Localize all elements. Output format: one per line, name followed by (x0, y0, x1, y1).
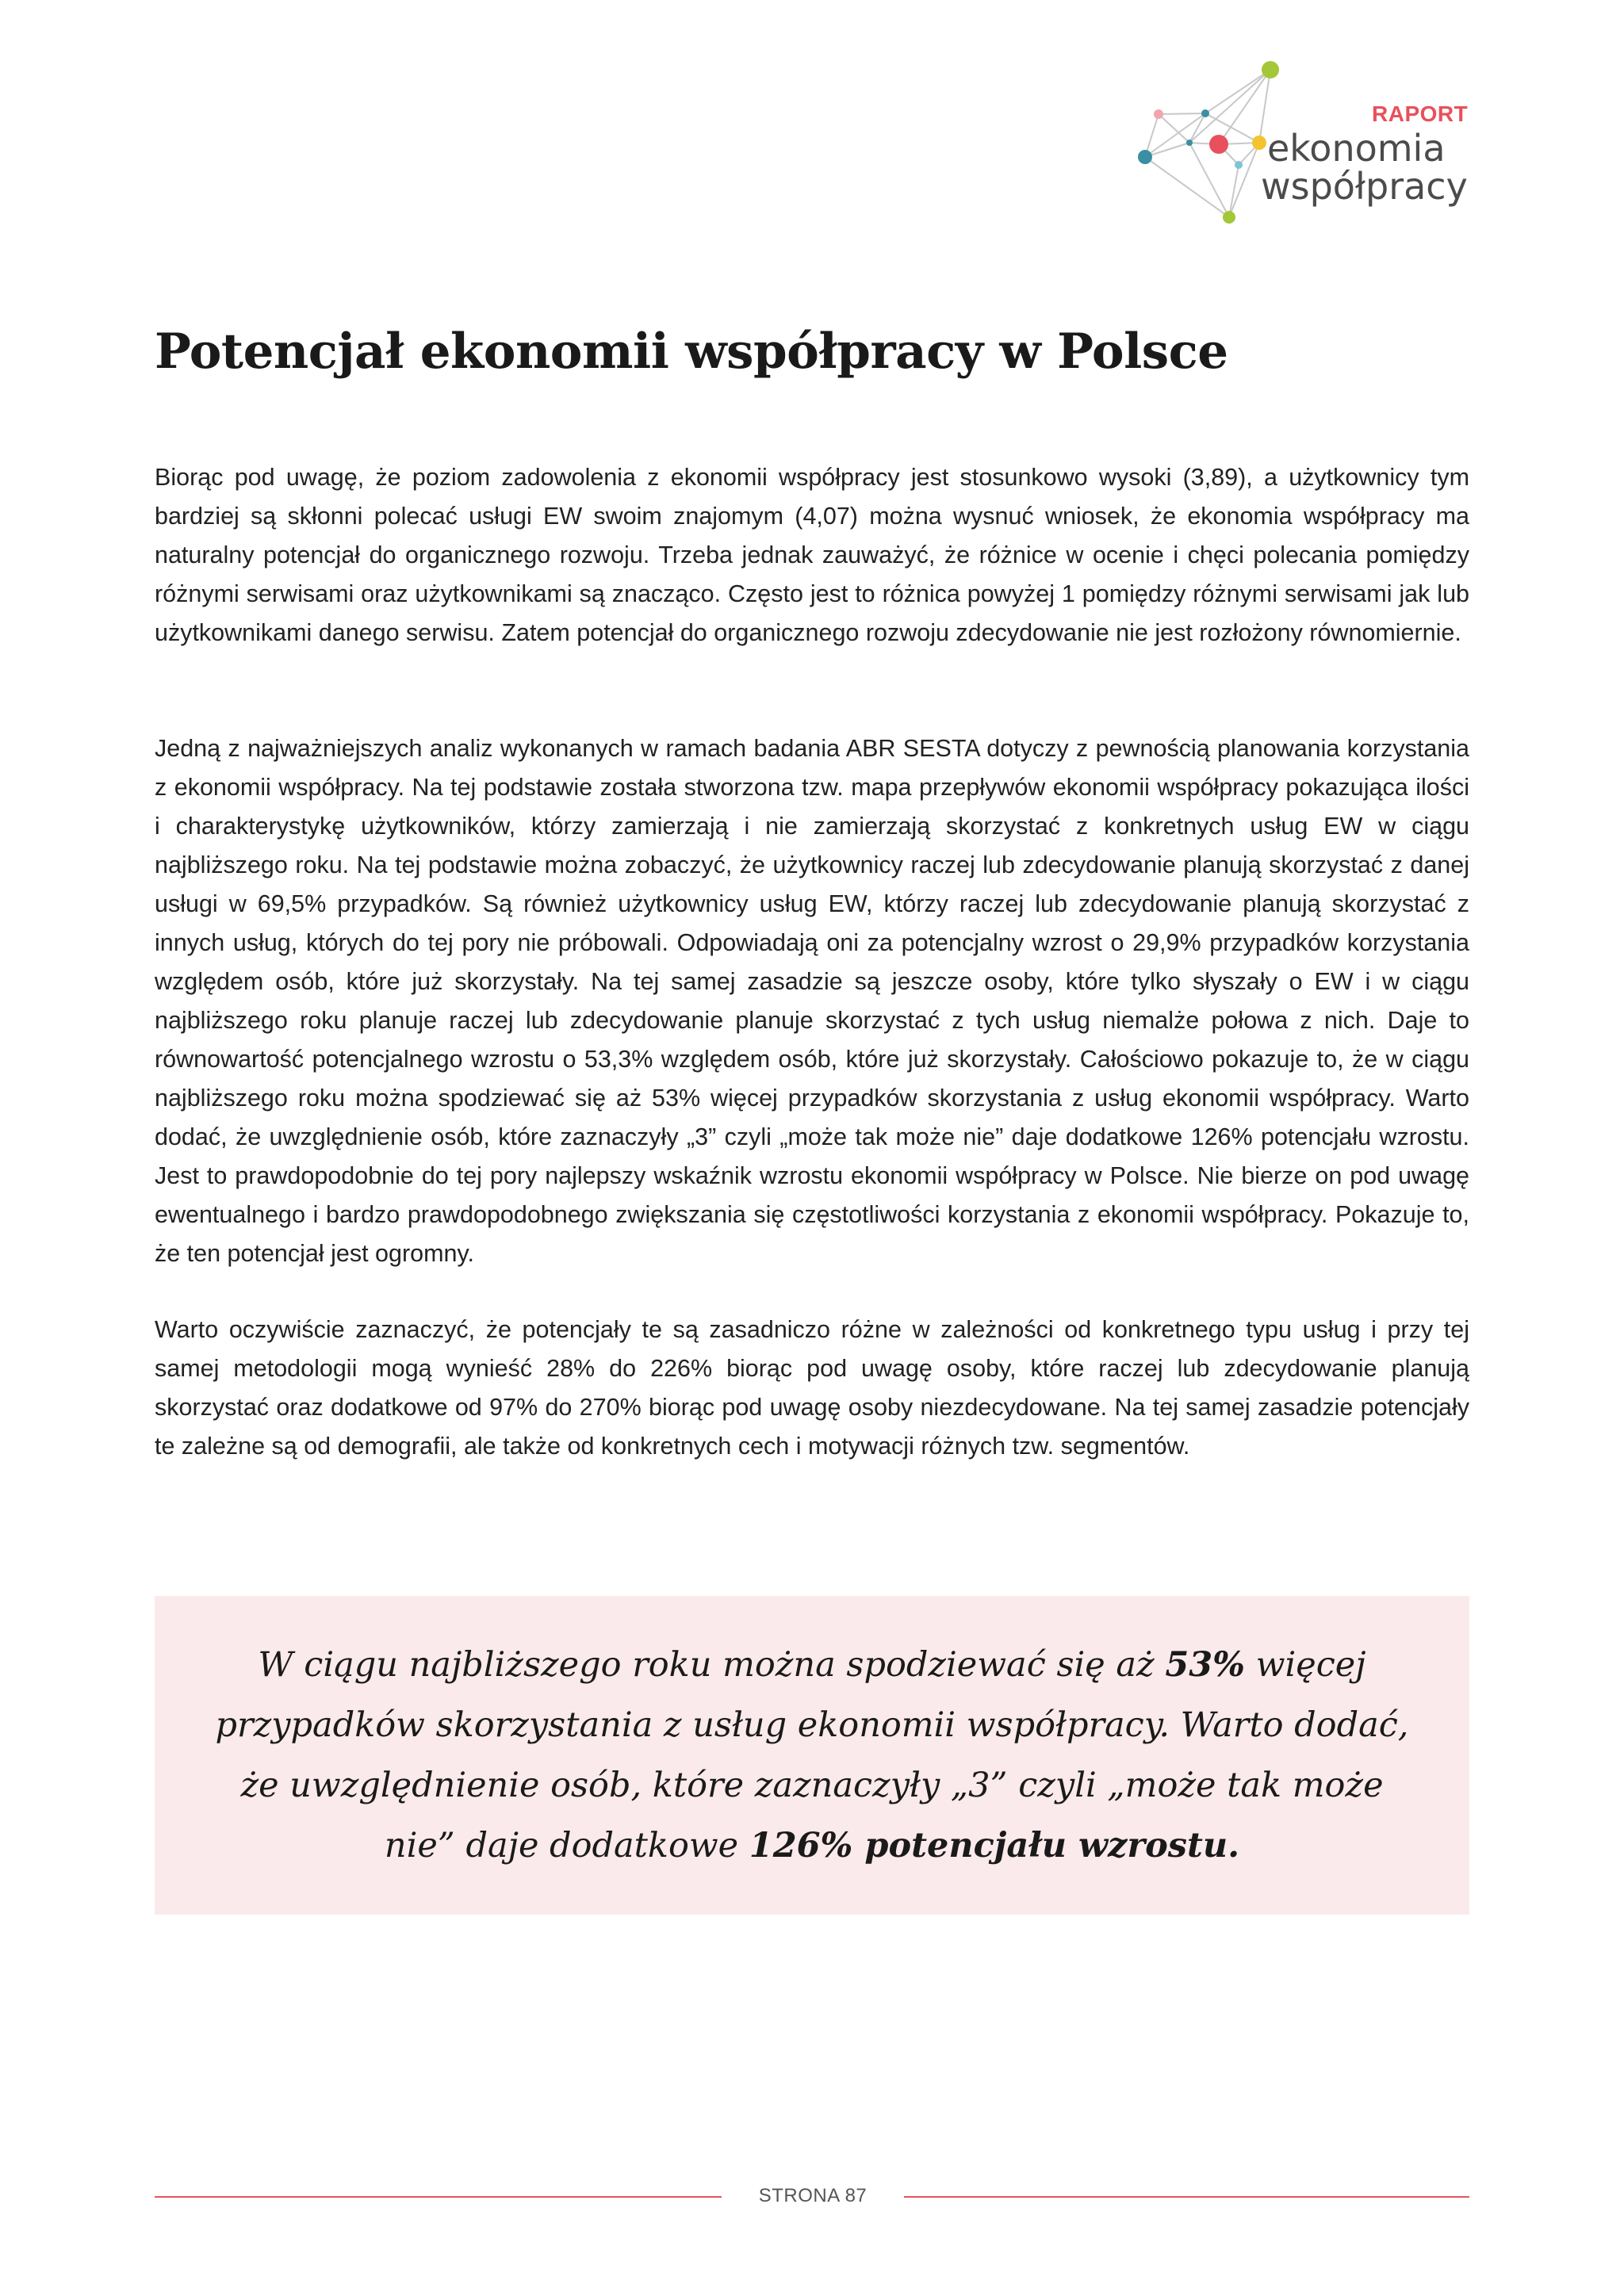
pull-quote (155, 1596, 1469, 1915)
quote-part-1: W ciągu najbliższego roku można spodziewać się aż (258, 1645, 1166, 1685)
report-logo (1134, 55, 1483, 230)
body-paragraph-3 (155, 1311, 1469, 1466)
logo-tag: RAPORT (1372, 101, 1469, 126)
pull-quote-text (205, 1635, 1419, 1876)
quote-highlight-126: 126% potencjału wzrostu. (749, 1826, 1240, 1866)
logo-line1: ekonomia (1267, 127, 1446, 170)
footer-divider-left (155, 2196, 722, 2198)
footer-divider-right (904, 2196, 1469, 2198)
body-paragraph-1 (155, 458, 1469, 652)
paragraph-text: Jedną z najważniejszych analiz wykonanych w ramach badania ABR SESTA dotyczy z pewnością planowania korzystania z ekonomii współpracy. Na tej podstawie została stworzona tzw. mapa przepływów ekonomii współpracy pokazująca ilości i charakterystykę użytkowników, którzy zamierzają i nie zamierzają skorzystać z konkretnych usług EW w ciągu najbliższego roku. Na tej podstawie można zobaczyć, że użytkownicy raczej lub zdecydowanie planują skorzystać z danej usługi w 69,5% przypadków. Są również użytkownicy usług EW, którzy raczej lub zdecydowanie planują skorzystać z innych usług, których do tej pory nie próbowali. Odpowiadają oni za potencjalny wzrost o 29,9% przypadków korzystania względem osób, które już skorzystały. Na tej samej zasadzie są jeszcze osoby, które tylko słyszały o EW i w ciągu najbliższego roku planuje raczej lub zdecydowanie planuje skorzystać z tych usług niemalże połowa z nich. Daje to równowartość potencjalnego wzrostu o 53,3% względem osób, które już skorzystały. Całościowo pokazuje to, że w ciągu najbliższego roku można spodziewać się aż 53% więcej przypadków skorzystania z usług ekonomii współpracy. Warto dodać, że uwzględnienie osób, które zaznaczyły „3” czyli „może tak może nie” daje dodatkowe 126% potencjału wzrostu. Jest to prawdopodobnie do tej pory najlepszy wskaźnik wzrostu ekonomii współpracy w Polsce. Nie bierze on pod uwagę ewentualnego i bardzo prawdopodobnego zwiększania się częstotliwości korzystania z ekonomii współpracy. Pokazuje to, że ten potencjał jest ogromny. (155, 735, 1469, 1267)
page-title: Potencjał ekonomii współpracy w Polsce (155, 323, 1228, 380)
page-number: STRONA 87 (758, 2185, 868, 2206)
body-paragraph-2 (155, 729, 1469, 1273)
quote-part-2: więcej przypadków skorzystania z usług ekonomii współpracy. Warto dodać, że uwzględnienie osób, które zaznaczyły „3” czyli „może tak może nie” daje dodatkowe (215, 1645, 1409, 1866)
logo-line2: współpracy (1261, 165, 1468, 208)
paragraph-text: Warto oczywiście zaznaczyć, że potencjały te są zasadniczo różne w zależności od konkretnego typu usług i przy tej samej metodologii mogą wynieść 28% do 226% biorąc pod uwagę osoby, które raczej lub zdecydowanie planują skorzystać oraz dodatkowe od 97% do 270% biorąc pod uwagę osoby niezdecydowane. Na tej samej zasadzie potencjały te zależne są od demografii, ale także od konkretnych cech i motywacji różnych tzw. segmentów. (155, 1316, 1469, 1460)
paragraph-text: Biorąc pod uwagę, że poziom zadowolenia z ekonomii współpracy jest stosunkowo wysoki (3,89), a użytkownicy tym bardziej są skłonni polecać usługi EW swoim znajomym (4,07) można wysnuć wniosek, że ekonomia współpracy ma naturalny potencjał do organicznego rozwoju. Trzeba jednak zauważyć, że różnice w ocenie i chęci polecania pomiędzy różnymi serwisami oraz użytkownikami są znacząco. Często jest to różnica powyżej 1 pomiędzy różnymi serwisami jak lub użytkownikami danego serwisu. Zatem potencjał do organicznego rozwoju zdecydowanie nie jest rozłożony równomiernie. (155, 464, 1469, 646)
quote-highlight-53: 53% (1165, 1645, 1246, 1685)
